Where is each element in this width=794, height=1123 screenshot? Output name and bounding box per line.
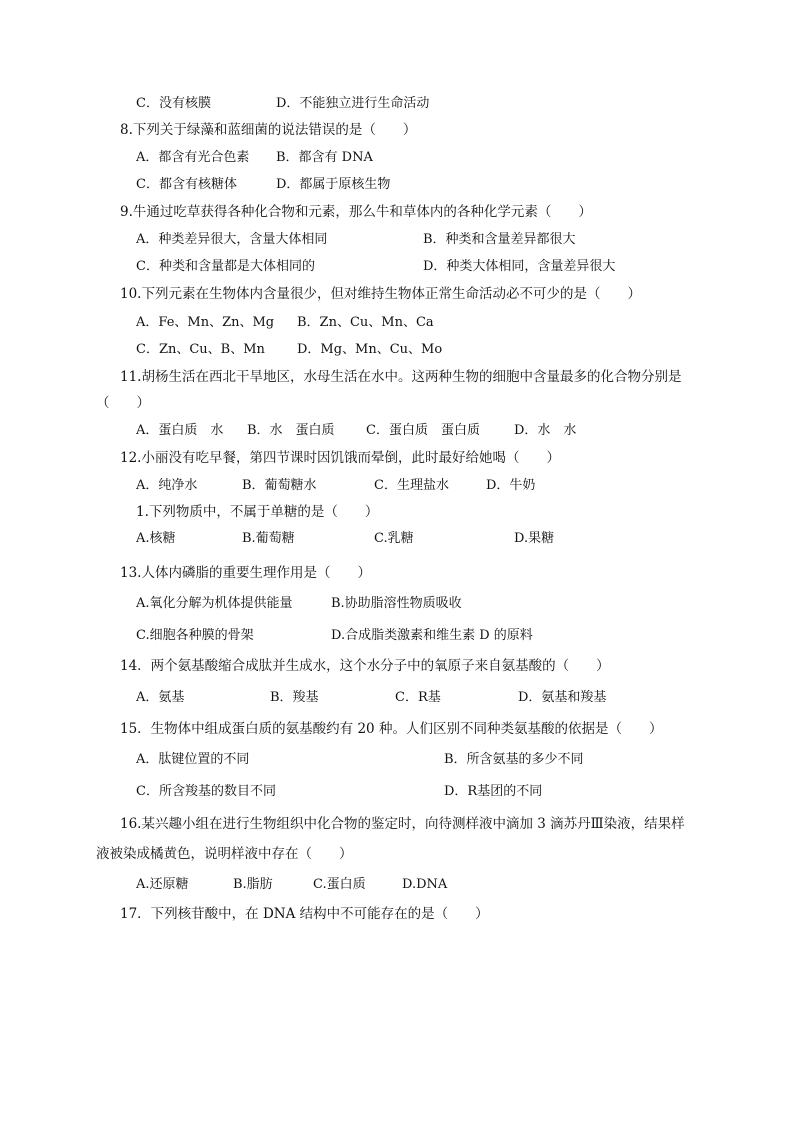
q13-option-c: C.细胞各种膜的骨架 [136,628,254,643]
q1-option-d: D.果糖 [514,531,555,546]
q14-option-d: D．氨基和羧基 [518,690,607,705]
q1-option-a: A.核糖 [136,531,176,546]
q16-stem-continued: 液被染成橘黄色，说明样液中存在（ ） [96,846,353,862]
q15-option-b: B．所含氨基的多少不同 [444,752,584,767]
q9-stem: 9.牛通过吃草获得各种化合物和元素，那么牛和草体内的各种化学元素（ ） [120,204,592,220]
q16-option-c: C.蛋白质 [313,877,366,892]
q12-stem: 12.小丽没有吃早餐，第四节课时因饥饿而晕倒，此时最好给她喝（ ） [120,450,560,466]
q15-option-c: C．所含羧基的数目不同 [136,784,276,799]
q1-option-c: C.乳糖 [374,531,414,546]
q10-option-b: B．Zn、Cu、Mn、Ca [297,315,434,330]
q11-stem: 11.胡杨生活在西北干旱地区，水母生活在水中。这两种生物的细胞中含量最多的化合物分别是 [120,369,682,385]
q16-option-b: B.脂肪 [233,877,273,892]
q8-option-a: A．都含有光合色素 [136,150,250,165]
q17-stem: 17．下列核苷酸中，在 DNA 结构中不可能存在的是（ ） [120,906,489,922]
q12-option-b: B．葡萄糖水 [242,478,317,493]
q10-option-a: A．Fe、Mn、Zn、Mg [136,315,275,330]
q14-option-c: C．R基 [395,690,441,705]
q1-option-b: B.葡萄糖 [242,531,295,546]
q11-option-a: A．蛋白质 水 [136,423,224,438]
q15-stem: 15．生物体中组成蛋白质的氨基酸约有 20 种。人们区别不同种类氨基酸的依据是（ ） [120,721,663,737]
q11-stem-continued: （ ） [96,395,150,411]
q14-option-b: B．羧基 [270,690,319,705]
q16-stem: 16.某兴趣小组在进行生物组织中化合物的鉴定时，向待测样液中滴加 3 滴苏丹Ⅲ染液，结果样 [120,816,685,832]
q11-option-b: B．水 蛋白质 [247,423,335,438]
q11-option-c: C．蛋白质 蛋白质 [366,423,480,438]
q8-stem: 8.下列关于绿藻和蓝细菌的说法错误的是（ ） [120,122,417,138]
q16-option-d: D.DNA [402,877,448,892]
q9-option-a: A．种类差异很大，含量大体相同 [136,232,328,247]
q15-option-d: D．R基团的不同 [444,784,543,799]
q1-stem: 1.下列物质中，不属于单糖的是（ ） [136,504,379,520]
q10-option-d: D．Mg、Mn、Cu、Mo [297,342,443,357]
q9-option-b: B．种类和含量差异都很大 [423,232,576,247]
q8-option-d: D．都属于原核生物 [276,177,391,192]
q13-option-a: A.氧化分解为机体提供能量 [136,596,293,611]
q12-option-a: A．纯净水 [136,478,198,493]
q14-option-a: A．氨基 [136,690,185,705]
q9-option-d: D．种类大体相同，含量差异很大 [423,259,616,274]
q13-option-d: D.合成脂类激素和维生素 D 的原料 [331,628,533,643]
q7-option-d: D．不能独立进行生命活动 [276,96,430,111]
q8-option-c: C．都含有核糖体 [136,177,237,192]
q10-option-c: C．Zn、Cu、B、Mn [136,342,265,357]
q13-stem: 13.人体内磷脂的重要生理作用是（ ） [120,565,371,581]
q8-option-b: B．都含有 DNA [276,150,373,165]
q16-option-a: A.还原糖 [136,877,189,892]
q9-option-c: C．种类和含量都是大体相同的 [136,259,315,274]
q12-option-c: C．生理盐水 [374,478,449,493]
q10-stem: 10.下列元素在生物体内含量很少，但对维持生物体正常生命活动必不可少的是（ ） [120,286,641,302]
q7-option-c: C．没有核膜 [136,96,211,111]
q14-stem: 14．两个氨基酸缩合成肽并生成水，这个水分子中的氧原子来自氨基酸的（ ） [120,658,610,674]
q13-option-b: B.协助脂溶性物质吸收 [331,596,462,611]
q12-option-d: D．牛奶 [486,478,536,493]
q15-option-a: A．肽键位置的不同 [136,752,250,767]
q11-option-d: D．水 水 [514,423,577,438]
